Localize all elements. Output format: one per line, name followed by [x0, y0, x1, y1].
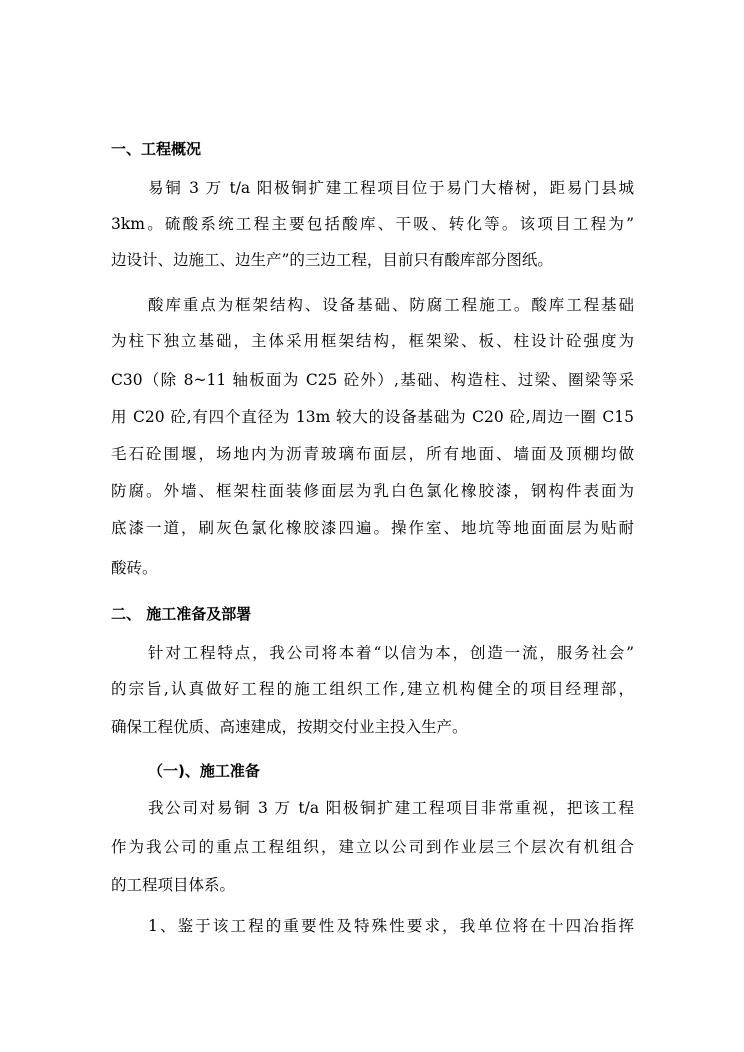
paragraph-2-line-5: 毛石砼围堰，场地内为沥青玻璃布面层，所有地面、墙面及顶棚均做 — [111, 445, 634, 463]
paragraph-2-line-6: 防腐。外墙、框架柱面装修面层为乳白色氯化橡胶漆，钢构件表面为 — [111, 482, 634, 500]
paragraph-2-line-8: 酸砖。 — [111, 559, 158, 577]
paragraph-2-line-7: 底漆一道，刷灰色氯化橡胶漆四遍。操作室、地坑等地面面层为贴耐 — [111, 519, 634, 537]
paragraph-2-line-1: 酸库重点为框架结构、设备基础、防腐工程施工。酸库工程基础 — [148, 296, 634, 314]
subsection-heading-1: （一)、施工准备 — [148, 762, 260, 780]
paragraph-4-line-1: 我公司对易铜 3 万 t/a 阳极铜扩建工程项目非常重视，把该工程 — [148, 799, 634, 817]
paragraph-1-line-1: 易铜 3 万 t/a 阳极铜扩建工程项目位于易门大椿树，距易门县城 — [148, 179, 634, 197]
paragraph-2-line-3: C30（除 8~11 轴板面为 C25 砼外）,基础、构造柱、过梁、圈梁等采 — [111, 371, 634, 389]
paragraph-3-line-1: 针对工程特点，我公司将本着“以信为本，创造一流，服务社会” — [148, 644, 634, 662]
paragraph-3-line-2: 的宗旨,认真做好工程的施工组织工作,建立机构健全的项目经理部， — [111, 680, 634, 698]
paragraph-3-line-3: 确保工程优质、高速建成，按期交付业主投入生产。 — [111, 718, 468, 736]
paragraph-4-line-3: 的工程项目体系。 — [111, 876, 236, 894]
paragraph-5-line-1: 1、鉴于该工程的重要性及特殊性要求，我单位将在十四冶指挥 — [148, 917, 634, 935]
paragraph-2-line-4: 用 C20 砼,有四个直径为 13m 较大的设备基础为 C20 砼,周边一圈 C15 — [111, 408, 634, 426]
section-heading-1: 一、工程概况 — [111, 140, 202, 158]
paragraph-2-line-2: 为柱下独立基础，主体采用框架结构，框架梁、板、柱设计砼强度为 — [111, 332, 634, 350]
paragraph-1-line-2: 3km。硫酸系统工程主要包括酸库、干吸、转化等。该项目工程为” — [111, 215, 634, 233]
paragraph-4-line-2: 作为我公司的重点工程组织，建立以公司到作业层三个层次有机组合 — [111, 838, 634, 856]
section-heading-2: 二、 施工准备及部署 — [111, 605, 252, 623]
paragraph-1-line-3: 边设计、边施工、边生产”的三边工程，目前只有酸库部分图纸。 — [111, 251, 553, 269]
